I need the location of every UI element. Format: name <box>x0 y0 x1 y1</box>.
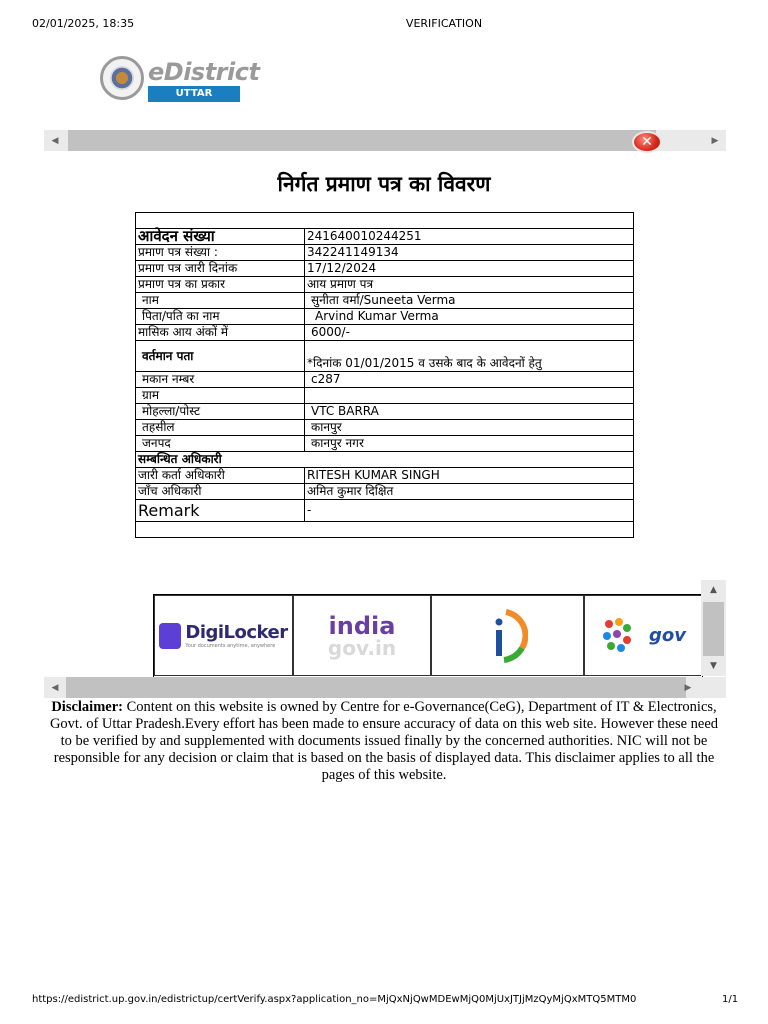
table-row <box>136 261 634 277</box>
print-title: VERIFICATION <box>405 17 483 30</box>
logo-band: UTTAR PRADESH <box>148 86 240 102</box>
scroll-thumb[interactable] <box>703 602 724 656</box>
scroll-down-icon[interactable]: ▼ <box>710 661 717 671</box>
print-datetime: 02/01/2025, 18:35 <box>32 17 135 30</box>
income-label: मासिक आय अंकों में <box>136 325 305 341</box>
inspecting-officer-label: जाँच अधिकारी <box>136 484 305 500</box>
digilocker-word: DigiLocker <box>185 622 288 643</box>
certificate-no-label: प्रमाण पत्र संख्या : <box>136 245 305 261</box>
digilocker-tagline: Your documents anytime, anywhere <box>185 643 276 649</box>
top-horizontal-scrollbar[interactable] <box>44 130 726 151</box>
table-row <box>136 420 634 436</box>
globe-icon <box>599 614 635 658</box>
issue-date-value: 17/12/2024 <box>305 261 634 277</box>
cert-type-value: आय प्रमाण पत्र <box>305 277 634 293</box>
digilocker-icon <box>159 623 181 649</box>
tehsil-value: कानपुर <box>305 420 634 436</box>
locality-value: VTC BARRA <box>305 404 634 420</box>
table-row <box>136 293 634 309</box>
disclaimer <box>44 699 724 784</box>
house-value: c287 <box>305 372 634 388</box>
logo-word: eDistrict <box>148 58 260 86</box>
table-row <box>136 309 634 325</box>
table-row <box>136 500 634 522</box>
scroll-right-icon[interactable]: ▶ <box>684 682 692 693</box>
village-label: ग्राम <box>136 388 305 404</box>
issuing-officer-label: जारी कर्ता अधिकारी <box>136 468 305 484</box>
table-row <box>136 229 634 245</box>
income-value: 6000/- <box>305 325 634 341</box>
scroll-thumb[interactable] <box>68 130 656 151</box>
table-row <box>136 277 634 293</box>
table-row <box>136 372 634 388</box>
application-no-value: 241640010244251 <box>305 229 634 245</box>
disclaimer-label: Disclaimer: <box>51 699 123 715</box>
scroll-right-icon[interactable]: ▶ <box>711 135 719 146</box>
bottom-horizontal-scrollbar[interactable] <box>44 677 726 698</box>
table-row <box>136 484 634 500</box>
digilocker-logo[interactable] <box>154 595 293 676</box>
page-title: निर्गत प्रमाण पत्र का विवरण <box>277 172 491 196</box>
table-row <box>136 388 634 404</box>
cert-type-label: प्रमाण पत्र का प्रकार <box>136 277 305 293</box>
scroll-left-icon[interactable]: ◀ <box>51 682 59 693</box>
govin-word: gov.in <box>327 635 397 660</box>
digital-india-logo[interactable] <box>431 595 584 676</box>
table-row <box>136 245 634 261</box>
close-icon[interactable]: ✕ <box>632 131 662 153</box>
vertical-scrollbar[interactable] <box>701 580 726 676</box>
tehsil-label: तहसील <box>136 420 305 436</box>
address-note: *दिनांक 01/01/2015 व उसके बाद के आवेदनों हेतु <box>305 341 634 372</box>
table-row <box>136 404 634 420</box>
table-row <box>136 341 634 372</box>
table-row <box>136 436 634 452</box>
district-value: कानपुर नगर <box>305 436 634 452</box>
india-word: india <box>328 611 396 640</box>
certificate-details-table <box>135 212 634 538</box>
village-value <box>305 388 634 404</box>
mygov-logo[interactable] <box>584 595 703 676</box>
officers-heading: सम्बन्धित अधिकारी <box>136 452 634 468</box>
remark-value: - <box>305 500 634 522</box>
up-emblem-icon <box>100 56 144 100</box>
edistrict-logo <box>100 56 260 115</box>
name-label: नाम <box>136 293 305 309</box>
disclaimer-text: Content on this website is owned by Centre for e-Governance(CeG), Department of IT & Electronics, Govt. of Uttar Pradesh.Every effort has been made to ensure accuracy of data on this web site. However these need to be verified by and supplemented with documents issued finally by the concerned authorities. NIC will not be responsible for any decision or claim that is based on the basis of displayed data. This disclaimer applies to all the pages of this website. <box>49 699 719 783</box>
father-value: Arvind Kumar Verma <box>305 309 634 325</box>
print-page-number: 1/1 <box>722 994 739 1005</box>
table-row <box>136 325 634 341</box>
issue-date-label: प्रमाण पत्र जारी दिनांक <box>136 261 305 277</box>
scroll-thumb[interactable] <box>66 677 686 698</box>
table-row <box>136 468 634 484</box>
gov-word: gov <box>649 625 686 646</box>
house-label: मकान नम्बर <box>136 372 305 388</box>
locality-label: मोहल्ला/पोस्ट <box>136 404 305 420</box>
scroll-up-icon[interactable]: ▲ <box>710 585 717 595</box>
partner-logos-strip <box>153 594 703 679</box>
print-url: https://edistrict.up.gov.in/edistrictup/certVerify.aspx?application_no=MjQxNjQwMDEwMjQ0MjUxJTJjMzQyMjQxMTQ5MTM0 <box>32 994 637 1005</box>
certificate-no-value: 342241149134 <box>305 245 634 261</box>
table-row <box>136 522 634 538</box>
inspecting-officer-value: अमित कुमार दिक्षित <box>305 484 634 500</box>
issuing-officer-value: RITESH KUMAR SINGH <box>305 468 634 484</box>
scroll-left-icon[interactable]: ◀ <box>51 135 59 146</box>
table-row <box>136 452 634 468</box>
father-label: पिता/पति का नाम <box>136 309 305 325</box>
remark-label: Remark <box>136 500 305 522</box>
digital-india-icon <box>488 608 528 664</box>
application-no-label: आवेदन संख्या <box>136 229 305 245</box>
name-value: सुनीता वर्मा/Suneeta Verma <box>305 293 634 309</box>
india-gov-logo[interactable] <box>293 595 431 676</box>
district-label: जनपद <box>136 436 305 452</box>
address-label: वर्तमान पता <box>136 341 305 372</box>
